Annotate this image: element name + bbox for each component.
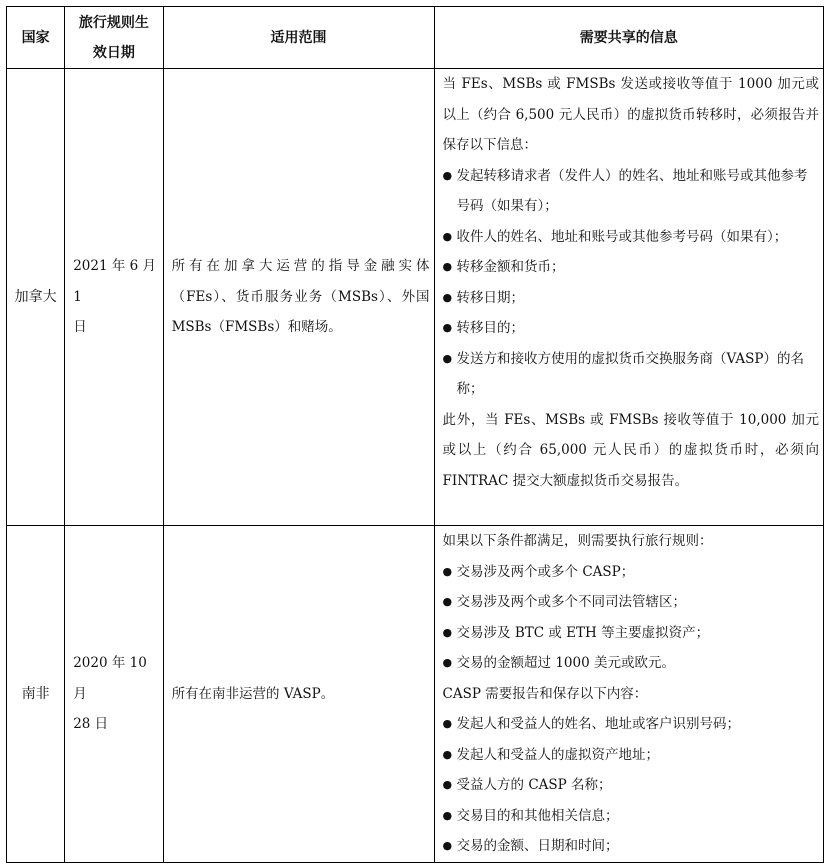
- header-scope: 适用范围: [163, 7, 434, 69]
- list-item: ● 交易涉及两个或多个 CASP；: [443, 557, 819, 588]
- country-cell: 加拿大: [7, 69, 65, 526]
- list-item: ● 发送方和接收方使用的虚拟货币交换服务商（VASP）的名称；: [443, 344, 819, 405]
- info-cell: [434, 526, 823, 863]
- bullet-icon: ●: [442, 229, 453, 243]
- bullet-icon: ●: [442, 595, 453, 608]
- header-info: 需要共享的信息: [434, 7, 823, 69]
- list-item: ● 转移金额和货币；: [443, 252, 819, 283]
- list-item: ● 收件人的姓名、地址和账号或其他参考号码（如果有）；: [443, 222, 819, 253]
- list-item: ● 发起人和受益人的姓名、地址或客户识别号码；: [443, 709, 819, 740]
- bullet-icon: ●: [442, 656, 453, 669]
- list-item: ● 交易涉及两个或多个不同司法管辖区；: [443, 587, 819, 618]
- list-item: ● 交易的金额、日期和时间；: [443, 831, 819, 862]
- table-row-south-africa: [7, 526, 824, 863]
- bullet-icon: ●: [442, 260, 453, 273]
- bullet-icon: ●: [442, 351, 453, 365]
- country-cell: 南非: [7, 526, 65, 863]
- date-line: 日: [73, 319, 87, 336]
- date-line: 2020 年 10 月: [73, 655, 147, 702]
- list-item: ● 转移日期；: [443, 283, 819, 314]
- list-item: ● 发起转移请求者（发件人）的姓名、地址和账号或其他参考号码（如果有）；: [443, 161, 819, 222]
- bullet-icon: ●: [442, 717, 453, 730]
- travel-rule-table: [6, 6, 824, 863]
- header-row: [7, 7, 824, 69]
- bullet-icon: ●: [442, 625, 453, 639]
- info-intro: 当 FEs、MSBs 或 FMSBs 发送或接收等值于 1000 加元或以上（约合 6,500 元人民币）的虚拟货币转移时，必须报告并保存以下信息：: [442, 76, 819, 153]
- scope-text: 所有在南非运营的 VASP。: [171, 685, 335, 702]
- bullet-icon: ●: [442, 778, 453, 791]
- list-item: ● 交易涉及 BTC 或 ETH 等主要虚拟资产；: [443, 618, 819, 649]
- list-item: ● 交易的金额超过 1000 美元或欧元。: [443, 648, 819, 679]
- date-cell: [65, 69, 163, 526]
- scope-cell: [163, 69, 434, 526]
- bullet-icon: ●: [442, 564, 453, 578]
- table-row-canada: [7, 69, 824, 526]
- header-date-line-2: 效日期: [92, 44, 135, 61]
- bullet-icon: ●: [442, 808, 453, 822]
- list-item: ● 受益人方的 CASP 名称；: [443, 770, 819, 801]
- header-date-line-1: 旅行规则生: [78, 14, 149, 31]
- list-item: ● 发起人和受益人的虚拟资产地址；: [443, 740, 819, 771]
- date-cell: [65, 526, 163, 863]
- date-line: 28 日: [73, 716, 109, 732]
- info-outro: 此外，当 FEs、MSBs 或 FMSBs 接收等值于 10,000 加元或以上（约合 65,000 元人民币）的虚拟货币时，必须向 FINTRAC 提交大额虚拟货币交易报告。: [442, 411, 819, 489]
- list-item: ● 转移目的；: [443, 313, 819, 344]
- info-cell: [434, 69, 823, 526]
- list-item: ● 交易目的和其他相关信息；: [443, 801, 819, 832]
- info-mid: CASP 需要报告和保存以下内容：: [442, 685, 648, 702]
- header-effective-date: [65, 7, 163, 69]
- header-country: 国家: [7, 7, 65, 69]
- bullet-icon: ●: [442, 839, 453, 852]
- bullet-icon: ●: [442, 290, 453, 304]
- date-line: 2021 年 6 月 1: [73, 258, 157, 305]
- bullet-icon: ●: [442, 321, 453, 334]
- info-intro: 如果以下条件都满足，则需要执行旅行规则：: [442, 533, 713, 549]
- scope-text: 所有在加拿大运营的指导金融实体（FEs）、货币服务业务（MSBs）、外国MSBs（FMSBs）和赌场。: [171, 258, 430, 336]
- scope-cell: [163, 526, 434, 863]
- bullet-icon: ●: [442, 747, 453, 761]
- bullet-icon: ●: [442, 168, 453, 182]
